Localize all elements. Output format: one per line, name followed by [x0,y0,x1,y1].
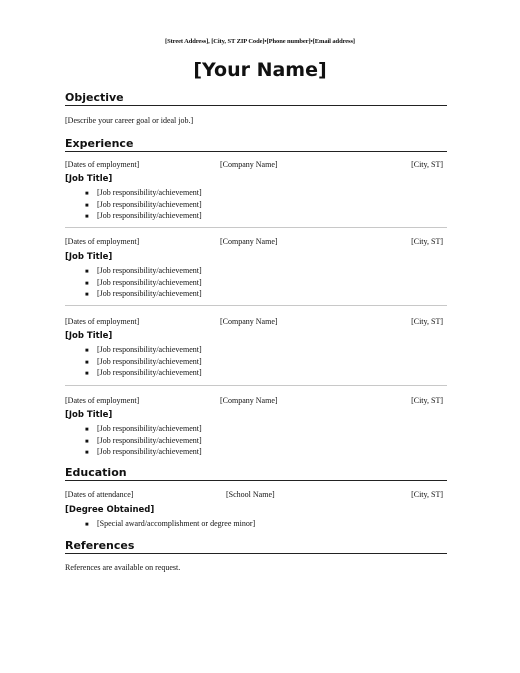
education-details [85,519,255,531]
job-responsibilities [85,345,202,380]
experience-heading: Experience [65,137,447,152]
job-divider [65,227,447,228]
bullet-icon: ■ [85,522,89,528]
job-company: [Company Name] [220,237,278,246]
job-responsibilities [85,424,202,459]
job-dates: [Dates of employment] [65,160,140,169]
bullet-icon: ■ [85,359,89,366]
bullet-icon: ■ [85,214,89,220]
objective-heading: Objective [65,91,447,106]
degree-title: [Degree Obtained] [65,505,155,515]
list-item: ■ [Job responsibility/achievement] [85,436,202,448]
references-text: References are available on request. [65,563,181,572]
list-item: ■ [Job responsibility/achievement] [85,278,202,290]
bullet-icon: ■ [85,371,89,377]
bullet-icon: ■ [85,292,89,298]
job-title: [Job Title] [65,410,113,420]
resume-name: [Your Name] [193,59,327,81]
bullet-icon: ■ [85,450,89,456]
job-responsibilities [85,266,202,301]
job-company: [Company Name] [220,396,278,405]
bullet-icon: ■ [85,269,89,275]
education-dates: [Dates of attendance] [65,490,134,499]
list-item: ■ [Job responsibility/achievement] [85,266,202,278]
bullet-icon: ■ [85,202,89,209]
job-responsibilities [85,188,202,223]
job-location: [City, ST] [411,237,443,246]
job-dates: [Dates of employment] [65,396,140,405]
list-item: ■ [Job responsibility/achievement] [85,424,202,436]
list-item: ■ [Job responsibility/achievement] [85,289,202,301]
contact-line: [Street Address], [City, ST ZIP Code]•[Phone number]•[Email address] [165,38,355,45]
job-dates: [Dates of employment] [65,237,140,246]
references-heading: References [65,539,447,554]
list-item: ■ [Job responsibility/achievement] [85,211,202,223]
school-name: [School Name] [226,490,275,499]
job-title: [Job Title] [65,331,113,341]
job-row [65,396,445,406]
list-item: ■ [Job responsibility/achievement] [85,200,202,212]
job-row [65,160,445,170]
job-location: [City, ST] [411,160,443,169]
list-item: ■ [Job responsibility/achievement] [85,345,202,357]
job-company: [Company Name] [220,317,278,326]
list-item: ■ [Job responsibility/achievement] [85,357,202,369]
job-title: [Job Title] [65,252,113,262]
bullet-icon: ■ [85,427,89,433]
job-divider [65,305,447,306]
job-row [65,317,445,327]
job-divider [65,385,447,386]
bullet-icon: ■ [85,191,89,197]
job-dates: [Dates of employment] [65,317,140,326]
job-row [65,237,445,247]
education-heading: Education [65,466,447,481]
list-item: ■ [Job responsibility/achievement] [85,188,202,200]
job-location: [City, ST] [411,317,443,326]
bullet-icon: ■ [85,438,89,445]
education-row [65,490,445,500]
job-location: [City, ST] [411,396,443,405]
job-title: [Job Title] [65,174,113,184]
list-item: ■ [Special award/accomplishment or degree minor] [85,519,255,531]
bullet-icon: ■ [85,280,89,287]
job-company: [Company Name] [220,160,278,169]
list-item: ■ [Job responsibility/achievement] [85,368,202,380]
objective-text: [Describe your career goal or ideal job.] [65,116,194,125]
bullet-icon: ■ [85,348,89,354]
education-location: [City, ST] [411,490,443,499]
list-item: ■ [Job responsibility/achievement] [85,447,202,459]
